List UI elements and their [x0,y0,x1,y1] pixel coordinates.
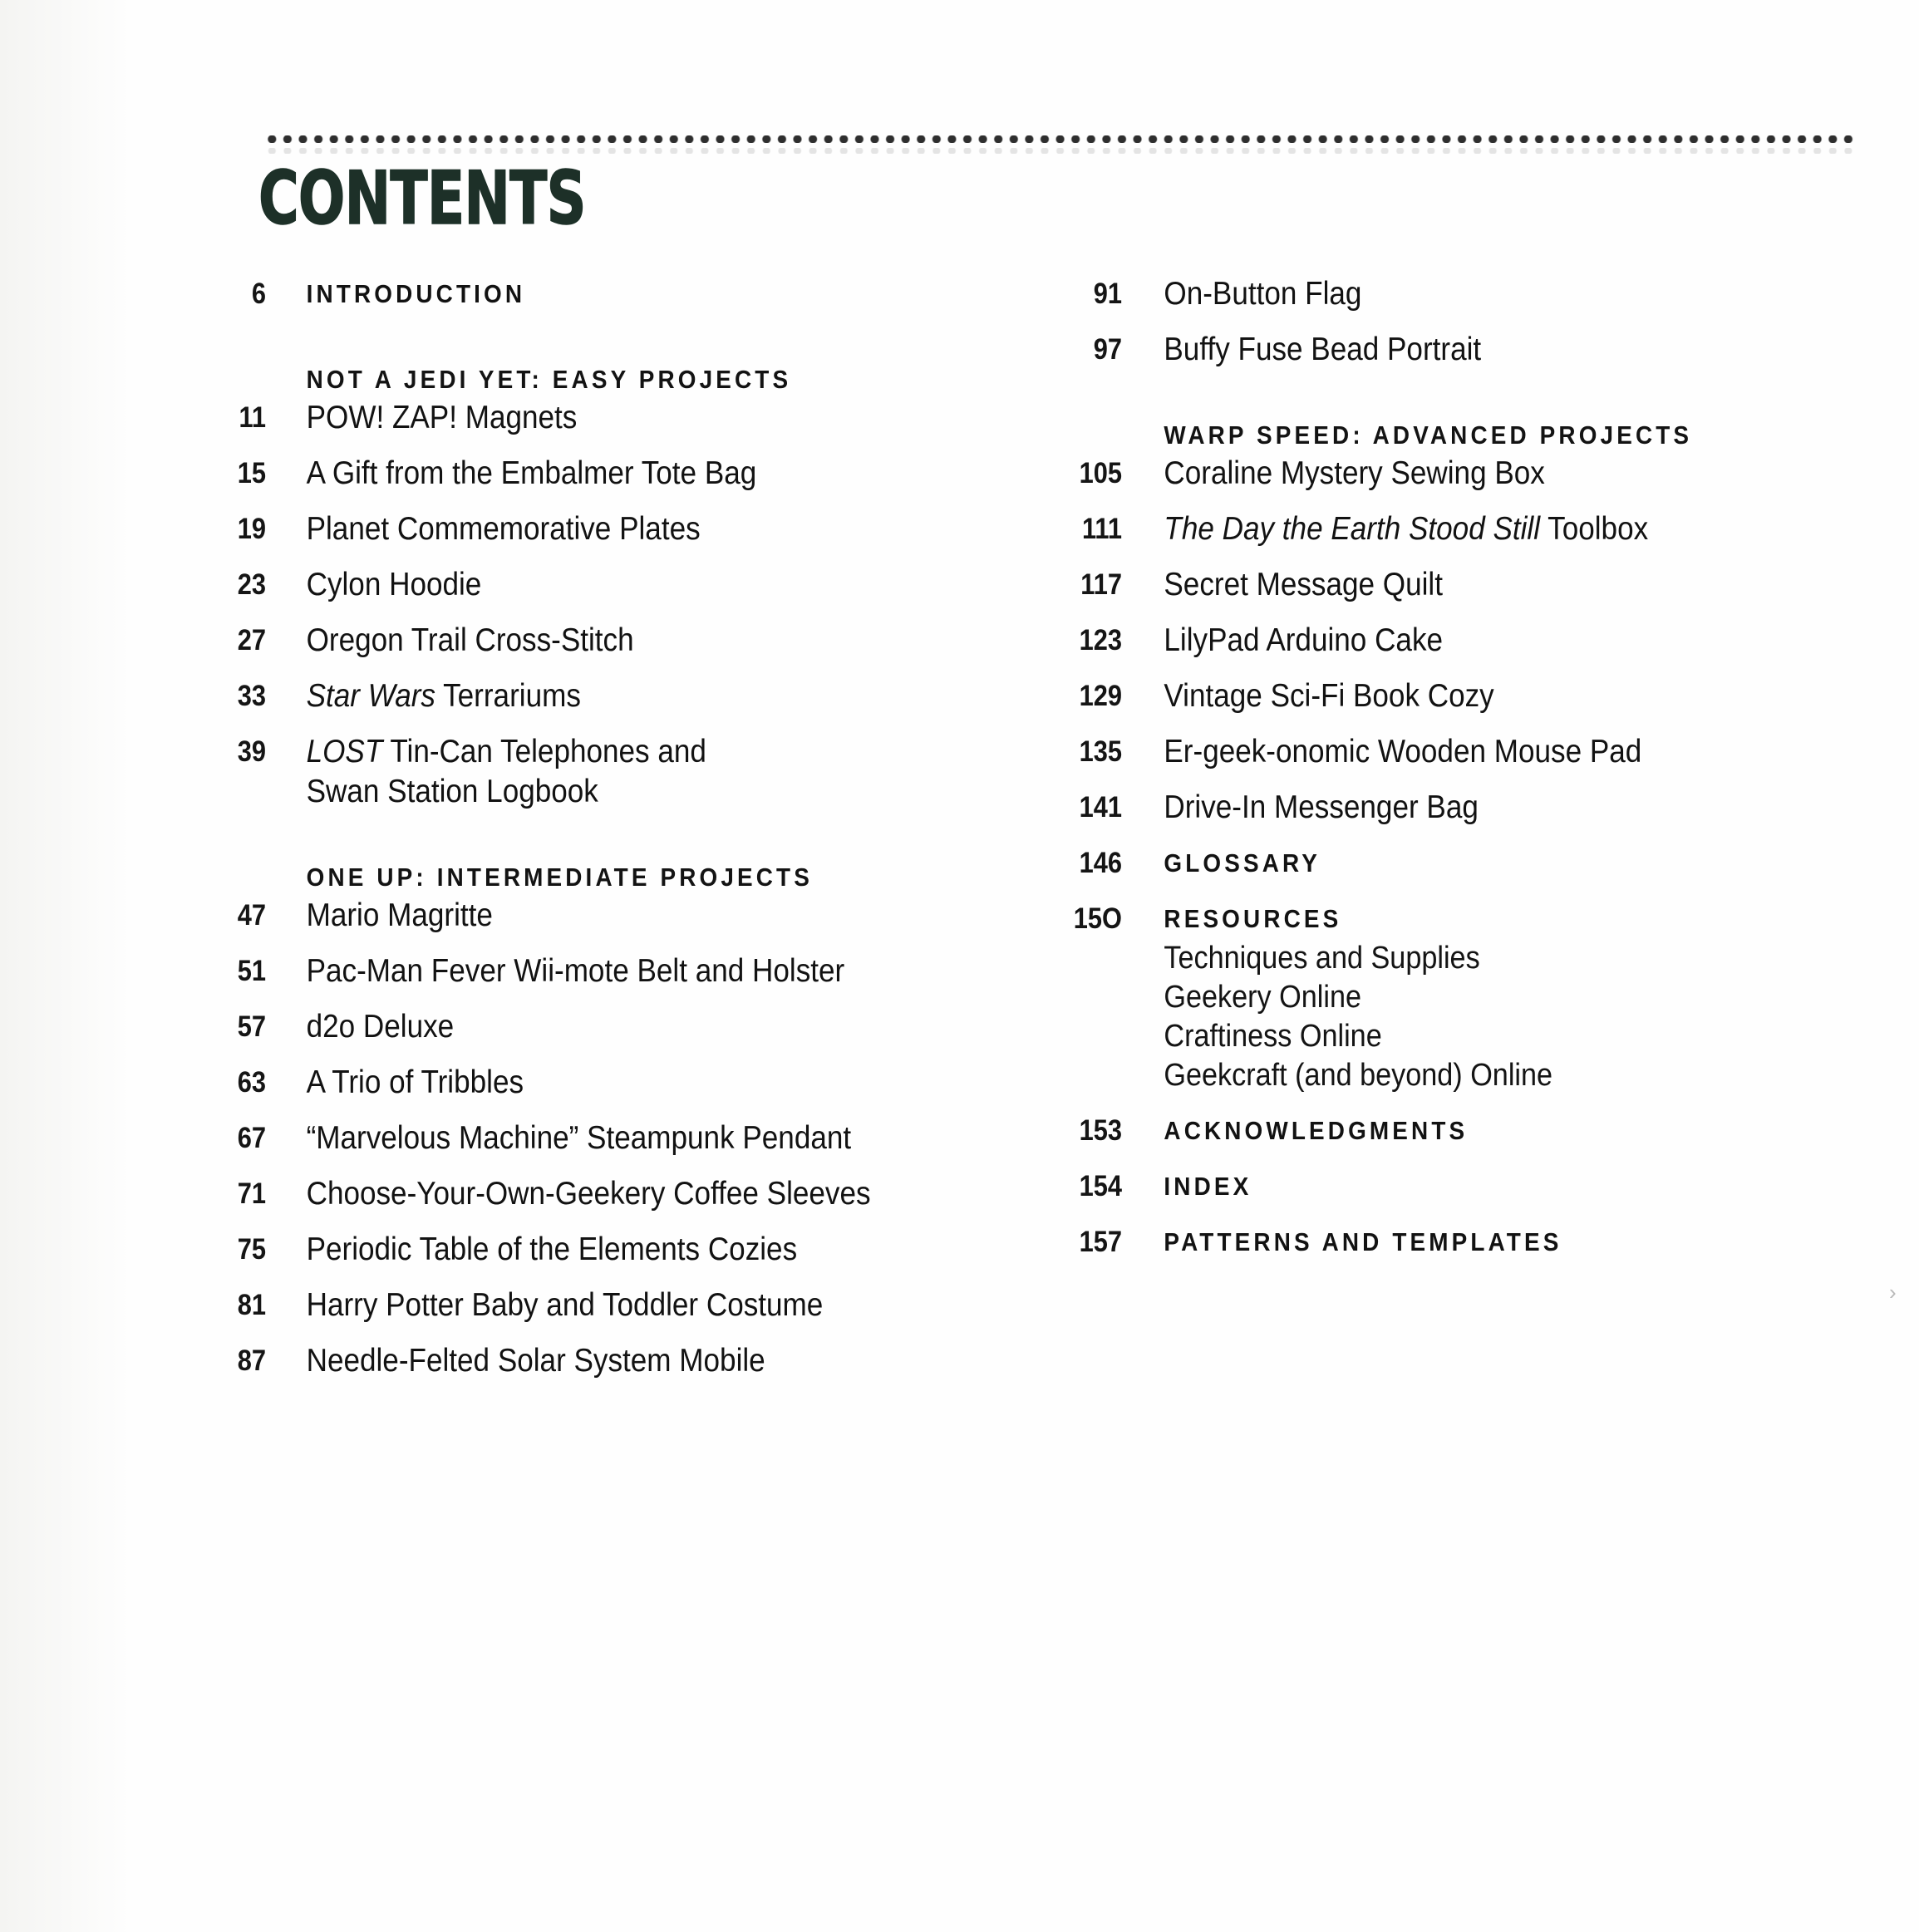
toc-entry-row[interactable] [0,1007,956,1047]
toc-entry-row[interactable] [856,274,1853,314]
toc-entry-title[interactable]: d2o Deluxe [306,1009,455,1045]
toc-entry-title[interactable]: Choose-Your-Own-Geekery Coffee Sleeves [306,1176,871,1212]
toc-entry-title-italic: The Day the Earth Stood Still [1164,511,1541,547]
layout-spacer [0,1325,956,1341]
layout-spacer [0,716,956,732]
layout-spacer [856,386,1853,417]
layout-spacer [856,494,1853,509]
toc-page-number[interactable]: 75 [237,1233,266,1266]
toc-page-number[interactable]: 23 [237,568,266,601]
toc-entry-row[interactable] [856,843,1853,883]
toc-entry-title[interactable]: Periodic Table of the Elements Cozies [306,1231,798,1267]
dotted-rule-decoration [264,135,1853,143]
layout-spacer [856,1095,1853,1111]
toc-entry-text-group [1122,676,1853,716]
layout-spacer [0,828,956,859]
toc-entry-title[interactable]: Coraline Mystery Sewing Box [1164,455,1545,491]
toc-entry-title-italic: LOST [306,734,383,769]
toc-entry-title[interactable]: Harry Potter Baby and Toddler Costume [306,1287,824,1323]
layout-spacer [0,936,956,951]
toc-entry-title[interactable]: “Marvelous Machine” Steampunk Pendant [306,1120,852,1156]
toc-entry-row[interactable] [0,896,956,936]
toc-page-number[interactable]: 57 [237,1010,266,1043]
toc-page-number[interactable]: 105 [1079,457,1122,489]
toc-page-number[interactable]: 117 [1080,568,1122,601]
toc-entry-title[interactable]: Buffy Fuse Bead Portrait [1164,332,1482,367]
toc-entry-row[interactable] [0,1174,956,1214]
toc-entry-title[interactable]: LilyPad Arduino Cake [1164,622,1444,658]
layout-spacer [856,1151,1853,1167]
toc-page-number[interactable]: 91 [1093,278,1122,310]
toc-entry-row[interactable] [856,454,1853,494]
toc-entry-text-group [266,565,956,605]
toc-entry-text-group [1122,788,1853,828]
toc-entry-title[interactable]: Drive-In Messenger Bag [1164,789,1479,825]
toc-page-number[interactable]: 97 [1093,333,1122,366]
toc-entry-text-group [1122,621,1853,661]
toc-page-number[interactable]: 135 [1079,735,1122,768]
toc-page-number[interactable]: 81 [237,1289,266,1321]
toc-entry-text-group [1122,1167,1853,1207]
toc-entry-title[interactable]: Secret Message Quilt [1164,567,1443,602]
toc-entry-row[interactable] [0,621,956,661]
toc-page-number[interactable]: 71 [237,1177,266,1210]
toc-entry-title[interactable]: RESOURCES [1164,904,1342,933]
toc-entry-text-group [1122,274,1853,314]
layout-spacer [856,716,1853,732]
layout-spacer [0,661,956,676]
layout-spacer [0,605,956,621]
toc-entry-title[interactable]: INTRODUCTION [306,279,526,308]
toc-entry-row[interactable] [0,676,956,716]
toc-entry-row[interactable] [856,788,1853,828]
toc-page-number[interactable]: 15 [237,457,266,489]
toc-entry-title[interactable]: A Gift from the Embalmer Tote Bag [306,455,757,491]
toc-page-number[interactable]: 111 [1081,513,1122,545]
layout-spacer [856,1262,1853,1278]
toc-entry-text-group [266,621,956,661]
toc-entry-text-group [266,1174,956,1214]
page-edge-mark: › [1889,1280,1897,1305]
toc-page-number[interactable]: 154 [1079,1170,1122,1202]
toc-entry-row[interactable] [0,454,956,494]
toc-entry-title[interactable]: Er-geek-onomic Wooden Mouse Pad [1164,734,1642,769]
toc-entry-title[interactable]: On-Button Flag [1164,276,1362,312]
toc-page-number[interactable]: 157 [1079,1226,1122,1258]
toc-entry-title[interactable]: Vintage Sci-Fi Book Cozy [1164,678,1494,714]
toc-entry-row[interactable] [0,274,956,314]
toc-entry-text-group [266,274,956,314]
toc-entry-text-group [266,951,956,991]
toc-page-number[interactable]: 51 [237,955,266,987]
layout-spacer [0,330,956,361]
layout-spacer [856,605,1853,621]
toc-entry-text-group [1122,1111,1853,1151]
toc-subitem[interactable]: Craftiness Online [1164,1019,1382,1054]
toc-page-number[interactable]: 19 [237,513,266,545]
toc-entry-text-group [266,676,956,716]
toc-entry-row[interactable] [0,509,956,549]
toc-entry-row[interactable] [0,1286,956,1325]
toc-entry-title[interactable]: Planet Commemorative Plates [306,511,701,547]
toc-entry-title-line2[interactable]: Swan Station Logbook [306,774,598,809]
toc-entry-row[interactable] [856,676,1853,716]
layout-spacer [856,549,1853,565]
toc-entry-title[interactable]: Needle-Felted Solar System Mobile [306,1343,765,1379]
layout-spacer [0,1381,956,1397]
toc-subitem[interactable]: Geekcraft (and beyond) Online [1164,1058,1553,1093]
toc-entry-title[interactable]: LOST Tin-Can Telephones and [306,734,706,769]
layout-spacer [0,1047,956,1063]
toc-section-heading: ONE UP: INTERMEDIATE PROJECTS [306,863,813,892]
toc-entry-text-group [266,1286,956,1325]
toc-page-number[interactable]: 63 [237,1066,266,1099]
toc-entry-title[interactable]: Pac-Man Fever Wii-mote Belt and Holster [306,953,845,989]
toc-page-number[interactable]: 87 [237,1345,266,1377]
toc-entry-text-group [1122,843,1853,883]
toc-entry-text-group [1122,509,1853,549]
toc-entry-row[interactable] [0,1063,956,1103]
layout-spacer [0,991,956,1007]
toc-entry-title[interactable]: PATTERNS AND TEMPLATES [1164,1227,1562,1256]
layout-spacer [856,1207,1853,1222]
toc-page-number[interactable]: 47 [237,899,266,932]
toc-entry-text-group [1122,330,1853,370]
toc-entry-row[interactable] [0,1118,956,1158]
layout-spacer [856,772,1853,788]
layout-spacer [0,494,956,509]
toc-entry-text-group [266,1063,956,1103]
layout-spacer [0,1214,956,1230]
toc-subitem[interactable]: Geekery Online [1164,980,1362,1015]
toc-entry-title-italic: Star Wars [306,678,435,714]
layout-spacer [0,1158,956,1174]
layout-spacer [0,1270,956,1286]
toc-entry-row[interactable] [856,732,1853,772]
toc-entry-text-group [266,896,956,936]
toc-page-number[interactable]: 123 [1079,624,1122,656]
toc-entry-row[interactable] [0,951,956,991]
toc-entry-title[interactable]: A Trio of Tribbles [306,1064,524,1100]
toc-entry-text-group [1122,1222,1853,1262]
toc-entry-text-group [266,398,956,438]
toc-entry-title[interactable]: INDEX [1164,1172,1252,1201]
toc-entry-row[interactable] [0,1341,956,1381]
toc-section-heading-row [0,859,956,896]
toc-page-number[interactable]: 67 [237,1122,266,1154]
toc-page-number[interactable]: 146 [1079,847,1122,879]
layout-spacer [0,549,956,565]
toc-entry-row[interactable] [856,899,1853,1095]
toc-entry-row[interactable] [0,732,956,812]
toc-entry-row[interactable] [856,621,1853,661]
toc-section-heading-row [0,361,956,398]
layout-spacer [0,438,956,454]
toc-page-number[interactable]: 11 [239,401,266,434]
toc-entry-title[interactable]: The Day the Earth Stood Still Toolbox [1164,511,1649,547]
toc-entry-title[interactable]: Mario Magritte [306,897,493,933]
toc-subitem[interactable]: Techniques and Supplies [1164,941,1480,976]
layout-spacer [0,1103,956,1118]
toc-section-heading: WARP SPEED: ADVANCED PROJECTS [1164,420,1693,450]
toc-entry-text-group [266,1007,956,1047]
toc-entry-text-group [1122,565,1853,605]
toc-entry-text-group [266,732,956,812]
toc-section-heading: NOT A JEDI YET: EASY PROJECTS [306,365,792,394]
toc-entry-row[interactable] [0,565,956,605]
toc-entry-row[interactable] [856,1167,1853,1207]
toc-page-number[interactable]: 141 [1079,791,1122,823]
toc-entry-text-group [266,1118,956,1158]
toc-page-number[interactable]: 153 [1079,1114,1122,1147]
toc-entry-row[interactable] [0,1230,956,1270]
toc-entry-row[interactable] [856,1111,1853,1151]
toc-entry-text-group [1122,732,1853,772]
toc-entry-text-group [266,1230,956,1270]
toc-entry-row[interactable] [0,398,956,438]
layout-spacer [856,661,1853,676]
toc-column-left [0,274,956,1397]
toc-entry-title[interactable]: POW! ZAP! Magnets [306,400,578,435]
toc-page-number[interactable]: 129 [1079,680,1122,712]
toc-entry-text-group [266,454,956,494]
toc-entry-title[interactable]: Oregon Trail Cross-Stitch [306,622,634,658]
layout-spacer [856,883,1853,899]
toc-entry-title[interactable]: Cylon Hoodie [306,567,482,602]
layout-spacer [856,370,1853,386]
layout-spacer [0,812,956,828]
toc-entry-text-group [266,1341,956,1381]
toc-entry-row[interactable] [856,330,1853,370]
toc-page-number[interactable]: 33 [237,680,266,712]
toc-section-heading-row [856,417,1853,454]
toc-entry-text-group [1122,899,1853,1095]
toc-entry-text-group [266,509,956,549]
toc-entry-title[interactable]: Star Wars Terrariums [306,678,581,714]
layout-spacer [856,828,1853,843]
toc-entry-title[interactable]: GLOSSARY [1164,848,1321,878]
toc-entry-row[interactable] [856,509,1853,549]
layout-spacer [0,314,956,330]
layout-spacer [856,314,1853,330]
toc-entry-text-group [1122,454,1853,494]
toc-column-right [856,274,1853,1278]
toc-entry-row[interactable] [856,565,1853,605]
toc-page-number[interactable]: 15O [1073,902,1122,935]
toc-page-number[interactable]: 6 [251,278,266,310]
toc-page-number[interactable]: 39 [237,735,266,768]
page-title: CONTENTS [258,155,586,242]
dotted-rule-shadow [264,148,1853,154]
toc-entry-title[interactable]: ACKNOWLEDGMENTS [1164,1116,1469,1145]
toc-entry-row[interactable] [856,1222,1853,1262]
toc-page-number[interactable]: 27 [237,624,266,656]
